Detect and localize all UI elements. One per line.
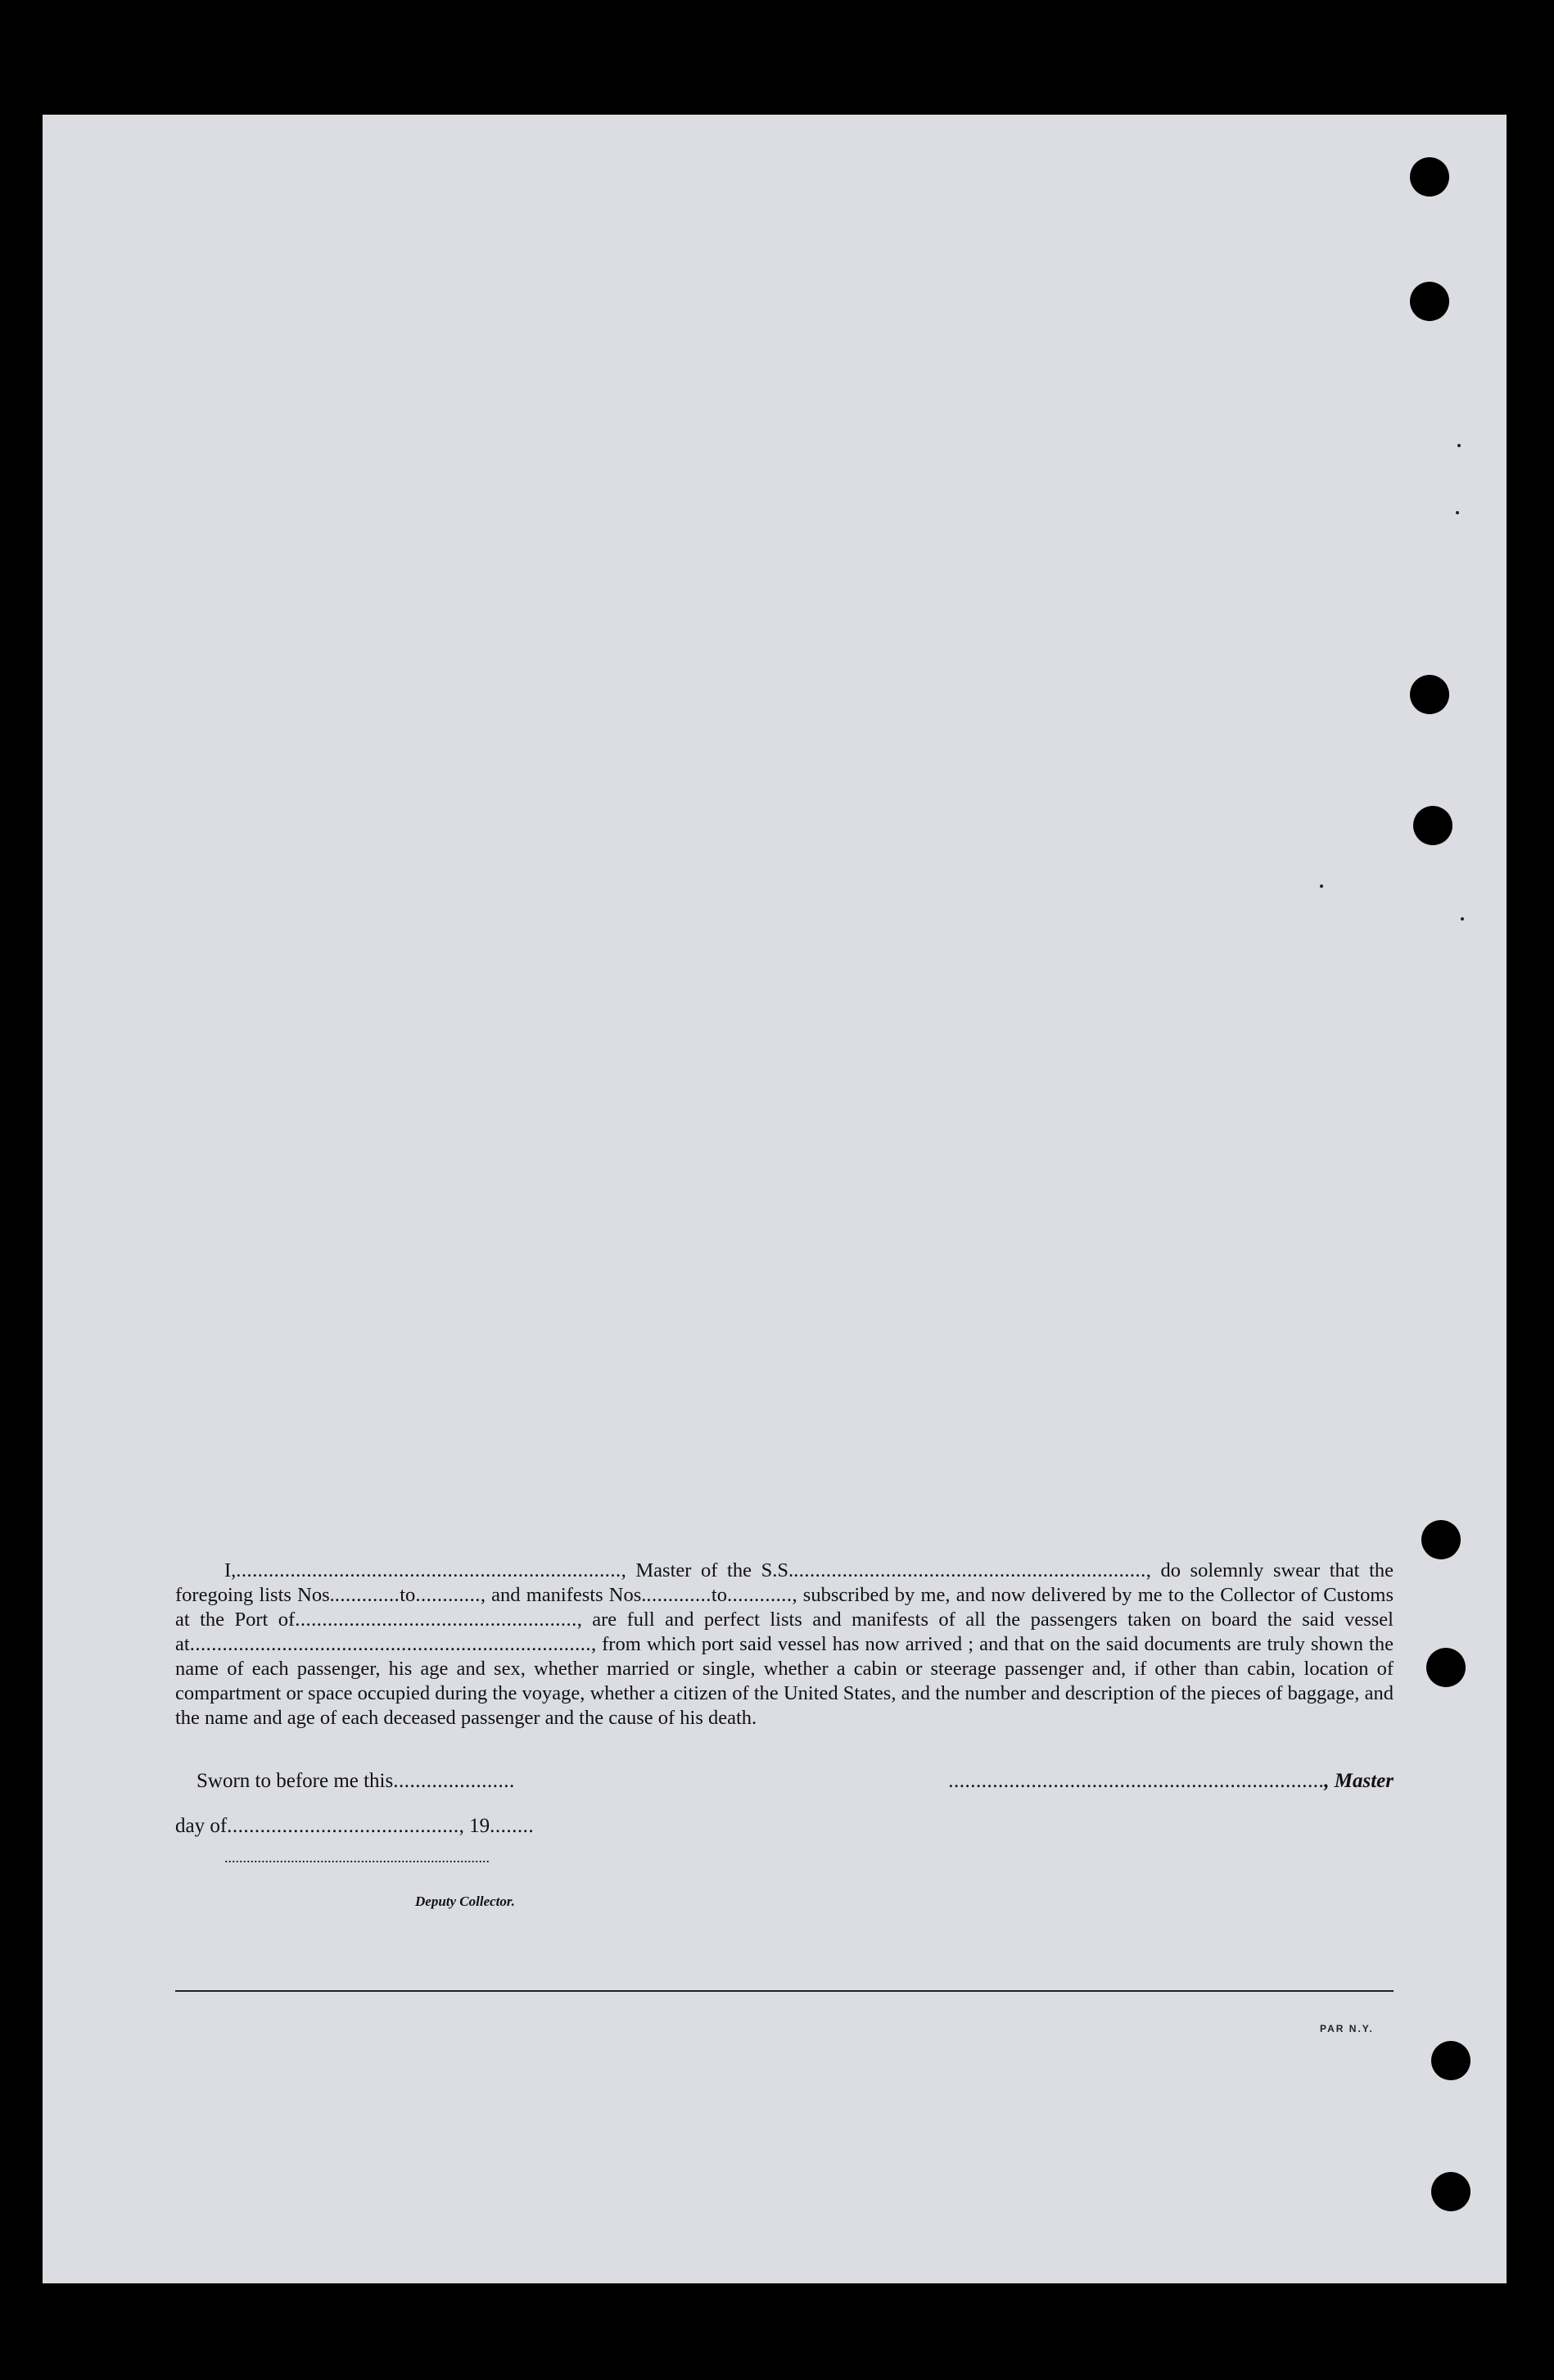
dust-speck [1461,917,1464,921]
master-signature-blank: .................................................................... [948,1770,1325,1792]
day-text: day of [175,1815,228,1837]
horizontal-rule [175,1990,1394,1992]
year-blank: ........ [490,1815,535,1837]
manifests-to-blank: ............ [726,1584,793,1606]
dust-speck [1457,444,1461,447]
punch-hole [1426,1648,1466,1687]
punch-hole [1421,1520,1461,1559]
oath-master-of: , Master of the S.S. [621,1559,794,1581]
sworn-text: Sworn to before me this [197,1770,394,1792]
year-prefix: , 19 [459,1815,490,1837]
departure-port-blank: .......................................................................... [189,1633,591,1655]
master-name-blank: ....................................................................... [236,1559,621,1581]
lists-to-blank: ............ [415,1584,481,1606]
punch-hole [1431,2172,1470,2211]
punch-hole [1410,675,1449,714]
punch-hole [1410,282,1449,321]
sworn-line [197,1770,515,1793]
punch-hole [1413,806,1452,845]
oath-to: to [711,1584,727,1606]
master-oath-paragraph [175,1559,1394,1731]
punch-hole [1410,157,1449,197]
oath-intro: I, [224,1559,237,1581]
master-signature-line [948,1770,1394,1793]
oath-solemnly: , do solemnly swear that the foregoing lists Nos. [175,1559,1394,1606]
dust-speck [1320,885,1323,888]
manifests-from-blank: ............ [646,1584,711,1606]
oath-to: to [400,1584,416,1606]
master-label: , Master [1324,1770,1394,1792]
printer-imprint: PAR N.Y. [1320,2023,1374,2034]
day-line [175,1815,534,1838]
oath-full-lists: , are full and perfect lists and manifests of all the passengers taken on board the said vessel at [175,1609,1394,1655]
lists-from-blank: ............ [334,1584,400,1606]
dust-speck [1456,511,1459,514]
port-blank: .................................................... [295,1609,577,1631]
deputy-collector-label: Deputy Collector. [415,1894,515,1909]
oath-manifests: , and manifests Nos. [480,1584,647,1606]
oath-delivered: , subscribed by me, and now delivered by me to the Collector of Customs at the Port of [175,1584,1394,1631]
month-blank: .......................................... [227,1815,459,1837]
punch-hole [1431,2041,1470,2080]
deputy-signature-blank: ........................................................................ [224,1849,490,1866]
sworn-date-blank: ...................... [393,1770,515,1792]
document-page [43,115,1507,2283]
oath-body: , from which port said vessel has now arrived ; and that on the said documents are truly shown the name of each passenger, his age and sex, whether married or single, whether a cabin or steerage passenger and, if other than cabin, location of compartment or space occupied during the voyage, whether a citizen of the United States, and the number and description of the pieces of baggage, and the name and age of each deceased passenger and the cause of his death. [175,1633,1394,1729]
ship-name-blank: ................................................................. [793,1559,1146,1581]
